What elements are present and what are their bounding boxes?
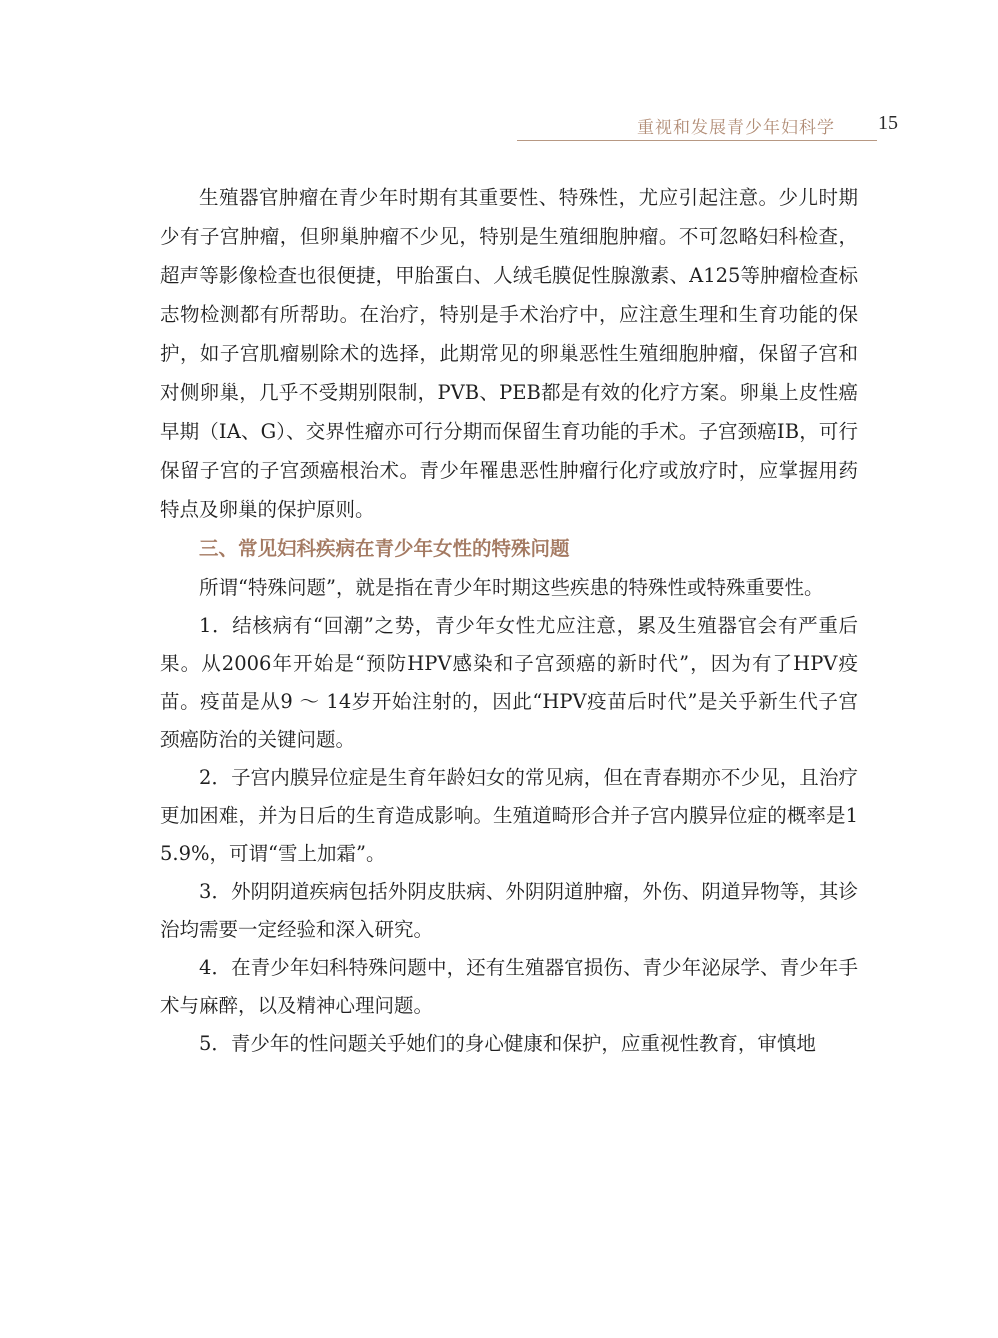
paragraph-special-problems: 所谓“特殊问题”，就是指在青少年时期这些疾患的特殊性或特殊重要性。 bbox=[199, 576, 824, 599]
page-number: 15 bbox=[878, 112, 898, 134]
paragraph-tumors: 生殖器官肿瘤在青少年时期有其重要性、特殊性，尤应引起注意。少儿时期少有子宫肿瘤，但卵巢肿瘤不少见，特别是生殖细胞肿瘤。不可忽略妇科检查，超声等影像检查也很便捷，甲胎蛋白、人绒毛膜促性腺激素、A125等肿瘤检查标志物检测都有所帮助。在治疗，特别是手术治疗中，应注意生理和生育功能的保护，如子宫肌瘤剔除术的选择，此期常见的卵巢恶性生殖细胞肿瘤，保留子宫和对侧卵巢，几乎不受期别限制，PVB、PEB都是有效的化疗方案。卵巢上皮性癌早期（ⅠA、G）、交界性瘤亦可行分期而保留生育功能的手术。子宫颈癌ⅠB，可行保留子宫的子宫颈癌根治术。青少年罹患恶性肿瘤行化疗或放疗时，应掌握用药特点及卵巢的保护原则。 bbox=[160, 186, 858, 521]
running-head bbox=[517, 112, 877, 141]
list-item-5: 5．青少年的性问题关乎她们的身心健康和保护，应重视性教育，审慎地 bbox=[199, 1032, 816, 1055]
list-item-3: 3．外阴阴道疾病包括外阴皮肤病、外阴阴道肿瘤，外伤、阴道异物等，其诊治均需要一定经验和深入研究。 bbox=[160, 880, 858, 941]
list-item-4: 4．在青少年妇科特殊问题中，还有生殖器官损伤、青少年泌尿学、青少年手术与麻醉，以及精神心理问题。 bbox=[160, 956, 858, 1017]
page-body bbox=[160, 178, 858, 1063]
list-item-1: 1．结核病有“回潮”之势，青少年女性尤应注意，累及生殖器官会有严重后果。从2006年开始是“预防HPV感染和子宫颈癌的新时代”，因为有了HPV疫苗。疫苗是从9 ～ 14岁开始注射的，因此“HPV疫苗后时代”是关乎新生代子宫颈癌防治的关键问题。 bbox=[160, 614, 858, 751]
running-title: 重视和发展青少年妇科学 bbox=[637, 118, 835, 138]
section-heading: 三、常见妇科疾病在青少年女性的特殊问题 bbox=[199, 537, 570, 560]
list-item-2: 2．子宫内膜异位症是生育年龄妇女的常见病，但在青春期亦不少见，且治疗更加困难，并为日后的生育造成影响。生殖道畸形合并子宫内膜异位症的概率是15.9%，可谓“雪上加霜”。 bbox=[160, 766, 858, 865]
